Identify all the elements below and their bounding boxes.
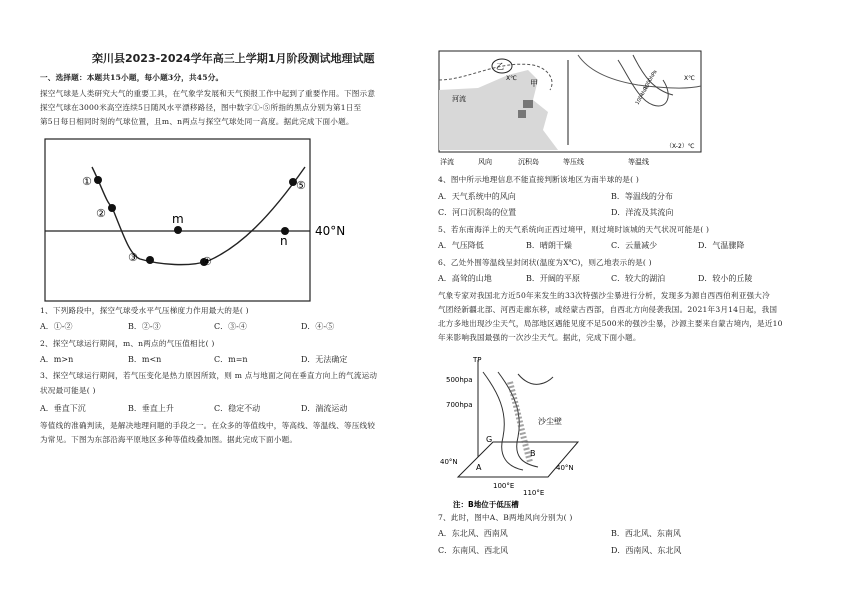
q6-stem: 6、乙处外围等温线呈封闭状(温度为X℃)，则乙地表示的是( ) xyxy=(438,258,652,267)
q5-option-b[interactable]: B．晴朗干燥 xyxy=(526,241,572,250)
q6-option-c[interactable]: C．较大的湖泊 xyxy=(611,274,666,283)
intro-3-line: 气团经新疆北部、河西走廊东移，或经蒙古西部，自西北方向侵袭我国。2021年3月14日起，我国 xyxy=(438,305,778,314)
q3-option-b[interactable]: B．垂直上升 xyxy=(128,404,174,413)
q3-stem: 3、探空气球运行期间，若气压变化是热力原因所致，则 m 点与地面之间在垂直方向上的气流运动 xyxy=(40,371,378,380)
q6-option-b[interactable]: B．开阔的平原 xyxy=(526,274,580,283)
balloon-path-figure xyxy=(40,137,380,307)
island-2 xyxy=(518,110,526,118)
map-legend xyxy=(440,157,649,166)
q3-stem-cont: 状况最可能是( ) xyxy=(40,386,96,395)
label-b: B xyxy=(530,449,536,458)
island-1 xyxy=(523,100,533,108)
figure-note: 注：B地位于低压槽 xyxy=(453,500,519,509)
label-lon-1: 100°E xyxy=(493,482,515,490)
q1-option-c[interactable]: C．③-④ xyxy=(214,322,247,331)
label-lon-2: 110°E xyxy=(523,489,545,497)
q6-option-d[interactable]: D．较小的丘陵 xyxy=(698,274,753,283)
q7-option-b[interactable]: B．西北风、东南风 xyxy=(611,529,681,538)
q5-option-d[interactable]: D．气温骤降 xyxy=(698,241,745,250)
q2-option-c[interactable]: C．m=n xyxy=(214,355,248,364)
label-700hpa: 700hpa xyxy=(446,401,473,409)
q5-stem: 5、若东南海洋上的天气系统向正西过境甲，则过境时该城的天气状况可能是( ) xyxy=(438,225,710,234)
legend-isotherm: 等温线 xyxy=(628,158,649,166)
intro-1-line: 探空气球在3000米高空连续5日随风水平漂移路径，图中数字①-⑤所指的黑点分别为第1日至 xyxy=(40,103,362,112)
intro-2-line: 为常见。下图为东部沿海平原地区多种等值线叠加图。据此完成下面小题。 xyxy=(40,435,298,444)
intro-3-line: 北方多地出现沙尘天气，局部地区遇能见度不足500米的强沙尘暴，沙源主要来自蒙古境内，是近10 xyxy=(438,319,783,328)
q2-option-b[interactable]: B．m<n xyxy=(128,355,162,364)
point-2 xyxy=(108,204,116,212)
label-dust-wall: 沙尘壁 xyxy=(538,417,562,426)
q4-option-d[interactable]: D．洋流及其流向 xyxy=(611,208,674,217)
q2-stem: 2、探空气球运行期间，m、n两点的气压值相比( ) xyxy=(40,339,215,348)
label-g: G xyxy=(486,435,493,444)
q7-option-c[interactable]: C．东南风、西北风 xyxy=(438,546,509,555)
label-n: n xyxy=(280,234,288,248)
label-jia: 甲 xyxy=(530,79,538,88)
q5-option-a[interactable]: A．气压降低 xyxy=(438,241,484,250)
q7-option-d[interactable]: D．西南风、东北风 xyxy=(611,546,682,555)
isoline-map-figure xyxy=(438,50,702,168)
upper-flow xyxy=(518,374,553,384)
label-temp-3: （X-2）℃ xyxy=(666,143,695,150)
intro-3-line: 年来影响我国最强的一次沙尘天气。据此，完成下面小题。 xyxy=(438,333,641,342)
intro-1-line: 探空气球是人类研究大气的重要工具，在气象学发展和天气预报工作中起到了重要作用。下图示意 xyxy=(40,89,376,98)
point-1 xyxy=(94,176,102,184)
q3-option-d[interactable]: D．湍流运动 xyxy=(301,404,348,413)
q6-option-a[interactable]: A．高耸的山地 xyxy=(438,274,492,283)
label-2: ② xyxy=(96,207,106,220)
q1-option-d[interactable]: D．④-⑤ xyxy=(301,322,335,331)
label-500hpa: 500hpa xyxy=(446,376,473,384)
q1-option-a[interactable]: A．①-② xyxy=(40,322,73,331)
label-lat-1: 40°N xyxy=(440,458,458,466)
q4-option-b[interactable]: B．等温线的分布 xyxy=(611,192,673,201)
legend-current: 洋流 xyxy=(440,158,454,166)
q4-stem: 4、图中所示地理信息不能直接判断该地区为南半球的是( ) xyxy=(438,175,640,184)
label-a: A xyxy=(476,463,482,472)
label-4: ④ xyxy=(202,255,212,268)
q7-option-a[interactable]: A．东北风、西南风 xyxy=(438,529,508,538)
q1-stem: 1、下列路段中，探空气球受水平气压梯度力作用最大的是( ) xyxy=(40,306,249,315)
point-3 xyxy=(146,256,154,264)
label-temp-1: X℃ xyxy=(506,75,517,82)
legend-wind: 风向 xyxy=(478,158,492,166)
paper-title: 栾川县2023-2024学年高三上学期1月阶段测试地理试题 xyxy=(92,52,375,65)
label-river: 河流 xyxy=(452,95,466,103)
label-temp-2: X℃ xyxy=(684,75,695,82)
legend-isobar: 等压线 xyxy=(563,158,584,166)
sandstorm-figure xyxy=(438,352,588,510)
intro-3-line: 气象专家对我国北方近50年来发生的33次特强沙尘暴进行分析，发现多为源自西西伯利亚强大冷 xyxy=(438,291,770,300)
q1-option-b[interactable]: B．②-③ xyxy=(128,322,161,331)
q5-option-c[interactable]: C．云量减少 xyxy=(611,241,658,250)
intro-2 xyxy=(40,419,430,447)
label-5: ⑤ xyxy=(296,179,306,192)
intro-1-line: 第5日每日相同时刻的气球位置，且m、n两点与探空气球处同一高度。据此完成下面小题。 xyxy=(40,117,354,126)
q4-option-c[interactable]: C．河口沉积岛的位置 xyxy=(438,208,517,217)
label-lat: 40°N xyxy=(315,224,346,238)
label-lat-2: 40°N xyxy=(556,464,574,472)
label-1: ① xyxy=(82,175,92,188)
legend-island: 沉积岛 xyxy=(518,158,539,166)
intro-3 xyxy=(438,289,838,345)
label-yi: 乙 xyxy=(496,62,504,71)
q2-option-a[interactable]: A．m>n xyxy=(40,355,74,364)
section-heading: 一、选择题：本题共15小题，每小题3分，共45分。 xyxy=(40,73,224,82)
q7-stem: 7、此时，图中A、B两地风向分别为( ) xyxy=(438,513,573,522)
q4-option-a[interactable]: A．天气系统中的风向 xyxy=(438,192,516,201)
label-3: ③ xyxy=(128,251,138,264)
q3-option-a[interactable]: A．垂直下沉 xyxy=(40,404,86,413)
q2-option-d[interactable]: D．无法确定 xyxy=(301,355,348,364)
label-pressure-1: 1000hPa xyxy=(642,69,659,91)
label-pressure-2: 1004hPa xyxy=(634,84,651,106)
label-m: m xyxy=(172,212,184,226)
point-m xyxy=(174,226,182,234)
label-tp: TP xyxy=(473,356,482,364)
intro-2-line: 等值线的准确判读，是解决地理问题的手段之一。在众多的等值线中，等高线、等温线、等压线较 xyxy=(40,421,376,430)
intro-1 xyxy=(40,87,425,129)
q3-option-c[interactable]: C．稳定不动 xyxy=(214,404,261,413)
